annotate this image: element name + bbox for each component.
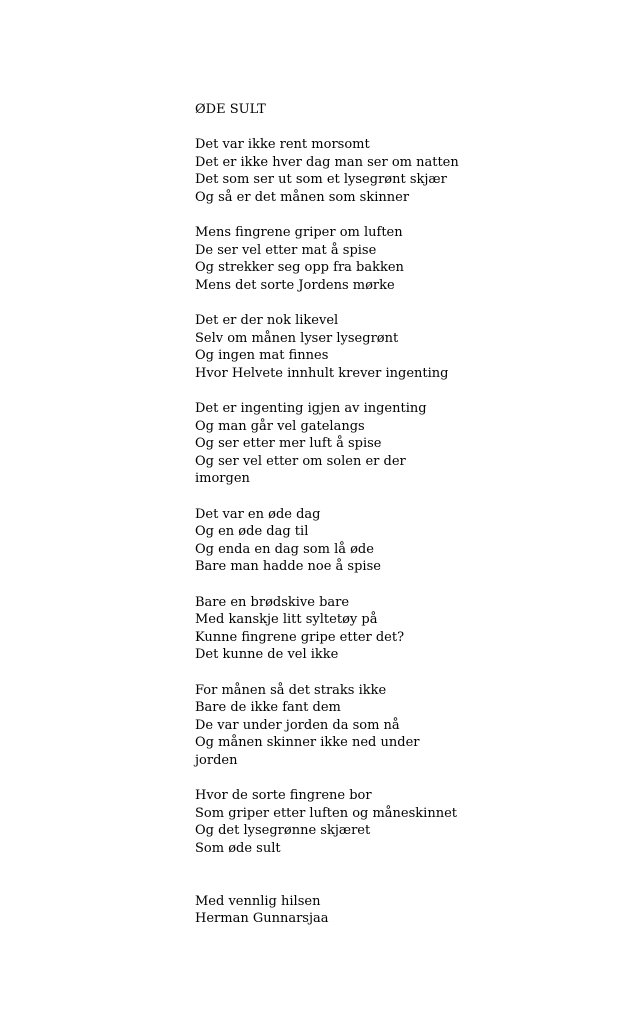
poem-line: Med kanskje litt syltetøy på [195, 612, 378, 628]
poem-line: Bare de ikke fant dem [195, 700, 341, 716]
signature-closing: Med vennlig hilsen [195, 893, 321, 909]
poem-stanza [195, 506, 615, 576]
poem-line: Det er ingenting igjen av ingenting [195, 401, 427, 417]
poem-stanza [195, 787, 615, 857]
poem-line: Og det lysegrønne skjæret [195, 823, 371, 839]
poem-line: Mens fingrene griper om luften [195, 225, 403, 241]
poem-line: Som griper etter luften og måneskinnet [195, 805, 457, 821]
signature-name: Herman Gunnarsjaa [195, 911, 329, 927]
poem-line: Hvor de sorte fingrene bor [195, 788, 372, 804]
poem-line: Og man går vel gatelangs [195, 418, 365, 434]
poem-stanza [195, 400, 615, 488]
poem-line: Det var en øde dag [195, 506, 321, 522]
poem-line: Og strekker seg opp fra bakken [195, 260, 404, 276]
poem-line: Selv om månen lyser lysegrønt [195, 330, 399, 346]
poem-line: Det var ikke rent morsomt [195, 137, 370, 153]
poem-line: De ser vel etter mat å spise [195, 242, 377, 258]
poem-line: Mens det sorte Jordens mørke [195, 277, 395, 293]
poem-body [195, 136, 615, 857]
poem-stanza [195, 312, 615, 382]
poem-stanza [195, 682, 615, 770]
poem-line: Som øde sult [195, 840, 281, 856]
poem-line: Det som ser ut som et lysegrønt skjær [195, 172, 447, 188]
poem-line: Bare en brødskive bare [195, 594, 350, 610]
poem-line: De var under jorden da som nå [195, 717, 400, 733]
poem-line: Hvor Helvete innhult krever ingenting [195, 365, 449, 381]
poem-stanza [195, 224, 615, 294]
poem-line: Og en øde dag til [195, 524, 309, 540]
poem-line: Kunne fingrene gripe etter det? [195, 629, 405, 645]
poem-line: Og månen skinner ikke ned under [195, 735, 420, 751]
poem-line: Og så er det månen som skinner [195, 189, 410, 205]
poem-line: Det kunne de vel ikke [195, 647, 339, 663]
poem-line: Det er ikke hver dag man ser om natten [195, 154, 459, 170]
poem-stanza [195, 136, 615, 206]
poem-line: Og ser etter mer luft å spise [195, 436, 382, 452]
poem-line: jorden [195, 752, 238, 768]
poem-page [195, 101, 615, 928]
poem-line: Og ser vel etter om solen er der [195, 453, 406, 469]
poem-stanza [195, 594, 615, 664]
poem-line: Og enda en dag som lå øde [195, 541, 374, 557]
poem-line: Og ingen mat finnes [195, 348, 329, 364]
poem-line: imorgen [195, 471, 250, 487]
poem-line: Bare man hadde noe å spise [195, 559, 381, 575]
signature-block [195, 893, 615, 928]
poem-line: For månen så det straks ikke [195, 682, 387, 698]
poem-line: Det er der nok likevel [195, 313, 339, 329]
poem-title: ØDE SULT [195, 102, 266, 117]
